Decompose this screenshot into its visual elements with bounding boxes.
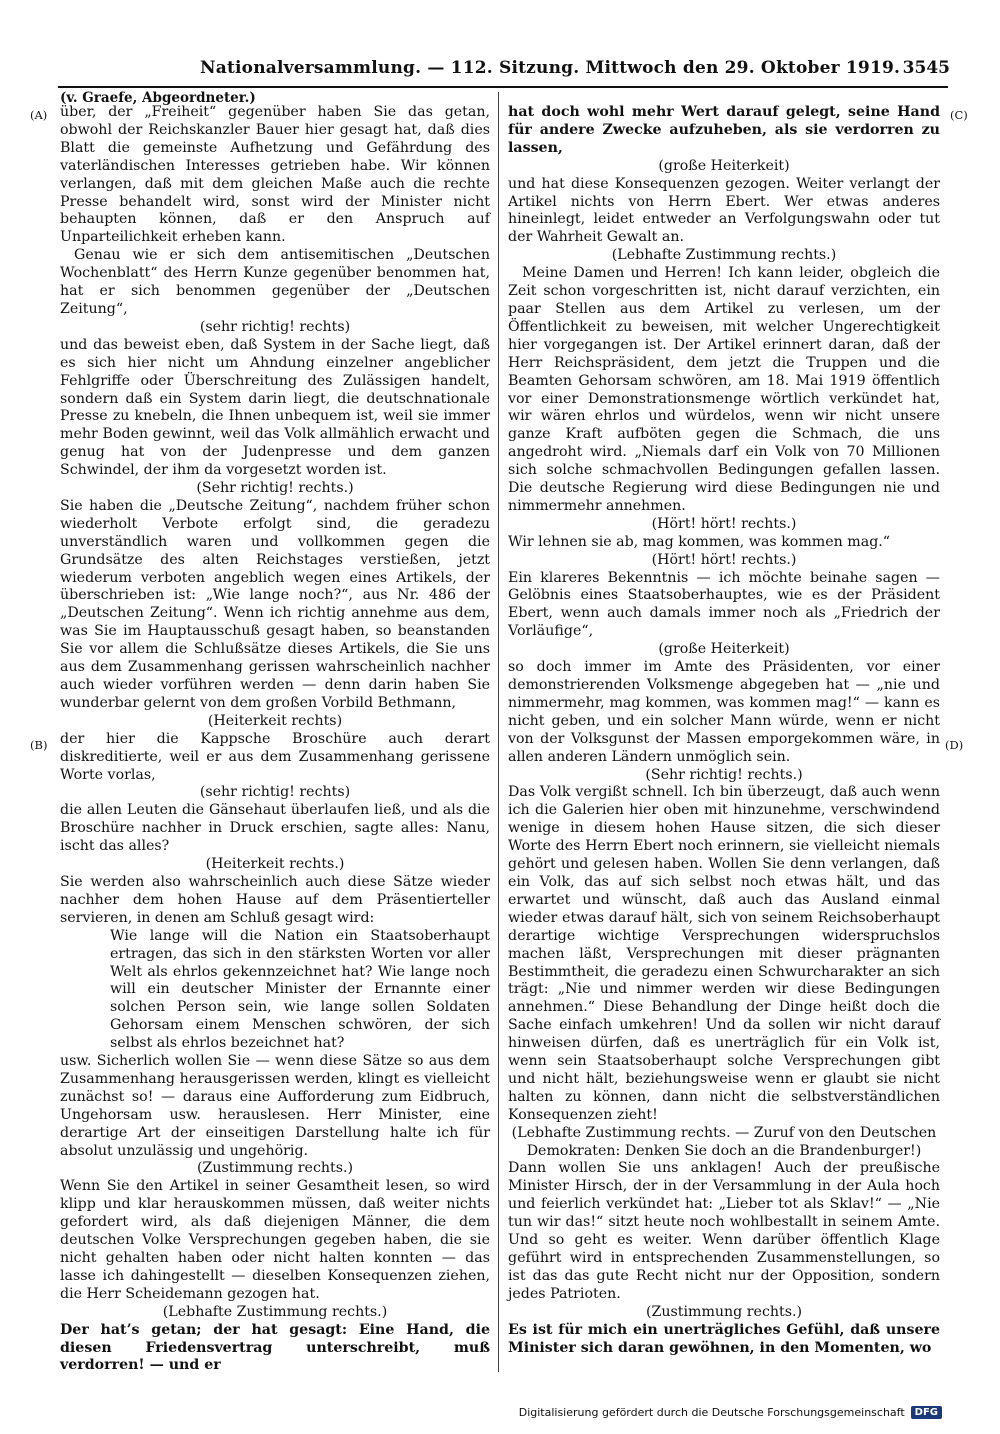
dfg-logo: DFG [911, 1406, 942, 1419]
interjection: (große Heiterkeit) [658, 157, 790, 174]
paragraph: die allen Leuten die Gänsehaut überlaufen ließ, und als die Broschüre nachher in Druck erschien, sagte alles: Nanu, ischt das alles? [60, 802, 490, 855]
right-column [508, 104, 940, 1357]
paragraph: Dann wollen Sie uns anklagen! Auch der preußische Minister Hirsch, der in der Versammlung in der Aula hoch und feierlich verkündet hat: „Lieber tot als Sklav!“ — „Nie tun wir das!“ sitzt heute noch wohlbestallt in seinem Amte. Und so geht es weiter. Wenn darüber öffentlich Klage geführt wird in entsprechenden Zusammenstellungen, so ist das das gute Recht nicht nur der Opposition, sondern jedes Patrioten. [508, 1160, 940, 1302]
paragraph: Das Volk vergißt schnell. Ich bin überzeugt, daß auch wenn ich die Galerien hier oben mit hinzunehme, verschwindend wenige in diesem hohen Hause sitzen, die sich dieser Worte des Herrn Ebert noch erinnern, sie vielleicht niemals gehört und gelesen haben. Wollen Sie denn verlangen, daß ein Volk, das auf sich selbst noch etwas hält, und das erwartet und wünscht, daß auch das Ausland einmal wieder etwas darauf hält, sich von seinem Reichsoberhaupt derartige wichtige Versprechungen widerspruchslos machen läßt, Versprechungen mit dieser prägnanten Bestimmtheit, die geradezu einen Schwurcharakter an sich trägt: „Nie und nimmer werden wir diese Bedingungen annehmen.“ Diese Behandlung der Dinge heißt doch die Sache einfach umkehren! Und da sollen wir nicht darauf hinweisen dürfen, daß es unerträglich für ein Volk ist, wenn sein Staatsoberhaupt solche Versprechungen gibt und nicht hält, beziehungsweise wenn er glaubt sie nicht halten zu können, dann nicht die selbstverständlichen Konsequenzen zieht! [508, 784, 940, 1123]
margin-marker-d: (D) [945, 738, 964, 752]
interjection: (Hört! hört! rechts.) [651, 551, 797, 568]
interjection: (große Heiterkeit) [658, 641, 790, 658]
paragraph: hat doch wohl mehr Wert darauf gelegt, seine Hand für andere Zwecke aufzuheben, als sie verdorren zu lassen, [508, 104, 940, 156]
interjection: (Zustimmung rechts.) [196, 1160, 354, 1177]
paragraph: Genau wie er sich dem antisemitischen „Deutschen Wochenblatt“ des Herrn Kunze gegenüber benommen hat, hat er sich benommen gegenüber der „Deutschen Zeitung“, [60, 247, 490, 317]
block-quote: Wie lange will die Nation ein Staatsoberhaupt ertragen, das sich in den stärksten Worten vor aller Welt als ehrlos gekennzeichnet hat? Wie lange noch will ein deutscher Minister der Ernannte einer solchen Person sein, wie lange sollen Soldaten Gehorsam einem Menschen schwören, der sich selbst als ehrlos bezeichnet hat? [110, 927, 490, 1052]
margin-marker-c: (C) [950, 108, 968, 122]
interjection: (Lebhafte Zustimmung rechts.) [162, 1303, 388, 1320]
paragraph: und das beweist eben, daß System in der Sache liegt, daß es sich hier nicht um Ahndung einzelner angeblicher Fehlgriffe oder Überschreitung des Zulässigen handelt, sondern daß ein System darin liegt, die deutschnationale Presse zu knebeln, die Ihnen unbequem ist, weil sie immer mehr Boden gewinnt, weil das Volk allmählich erwacht und genug hat von der Judenpresse und dem ganzen Schwindel, der ihm da vorgesetzt worden ist. [60, 336, 490, 479]
paragraph: Wir lehnen sie ab, mag kommen, was kommen mag.“ [508, 533, 891, 550]
interjection: (Lebhafte Zustimmung rechts. — Zuruf von den Deutschen Demokraten: Denken Sie doch an die Brandenburger!) [511, 1124, 937, 1159]
speaker-note: (v. Graefe, Abgeordneter.) [60, 90, 256, 106]
paragraph: so doch immer im Amte des Präsidenten, vor einer demonstrierenden Volksmenge abgegeben hat — „nie und nimmermehr, mag kommen, was kommen mag!“ — kann es nicht geben, und ein solcher Mann würde, wenn er nicht von der Volksgunst der Massen emporgekommen wäre, in allen anderen Ländern unmöglich sein. [508, 659, 940, 765]
paragraph: Sie haben die „Deutsche Zeitung“, nachdem früher schon wiederholt Verbote erfolgt sind, die geradezu unverständlich waren und vollkommen gegen die Grundsätze des alten Reichstages verstießen, jetzt wiederum verboten angeblich wegen eines Artikels, der überschrieben ist: „Wie lange noch?“, aus Nr. 486 der „Deutschen Zeitung“. Wenn ich richtig annehme aus dem, was Sie im Hauptausschuß gesagt haben, so beanstanden Sie vor allem die Schlußsätze dieses Artikels, die Sie uns aus dem Zusammenhang gerissen wahrscheinlich nachher auch wieder vorführen werden — denn darin haben Sie wunderbar gelernt von dem großen Vorbild Bethmann, [60, 497, 490, 711]
column-divider [498, 92, 499, 1372]
paragraph: Es ist für mich ein unerträgliches Gefühl, daß unsere Minister sich daran gewöhnen, in den Momenten, wo [508, 1321, 940, 1356]
interjection: (Sehr richtig! rechts.) [196, 480, 354, 497]
interjection: (Sehr richtig! rechts.) [645, 766, 803, 783]
interjection: (Lebhafte Zustimmung rechts.) [611, 247, 837, 264]
paragraph: usw. Sicherlich wollen Sie — wenn diese Sätze so aus dem Zusammenhang herausgerissen werden, klingt es vielleicht zunächst so! — daraus eine Aufforderung zum Eidbruch, Ungehorsam usw. herauslesen. Herr Minister, eine derartige Art der einseitigen Darstellung halte ich für absolut unzulässig und ungehörig. [60, 1053, 490, 1159]
interjection: (sehr richtig! rechts) [199, 784, 351, 801]
margin-marker-a: (A) [30, 108, 48, 122]
footer [519, 1406, 942, 1419]
interjection: (sehr richtig! rechts) [199, 318, 351, 335]
paragraph: Meine Damen und Herren! Ich kann leider, obgleich die Zeit schon vorgeschritten ist, nicht darauf verzichten, ein paar Stellen aus dem Artikel zu verlesen, um der Öffentlichkeit zu beweisen, mit welcher Ungerechtigkeit hier vorgegangen ist. Der Artikel erinnert daran, daß der Herr Reichspräsident, dem jetzt die Truppen und die Beamten Gehorsam schwören, am 18. Mai 1919 öffentlich vor einer Demonstrationsmenge wörtlich verkündet hat, wir wären ehrlos und würdelos, wenn wir nicht unsere ganze Kraft aufböten gegen die Schmach, die uns angedroht wird. „Niemals darf ein Volk von 70 Millionen sich solche schmachvollen Bedingungen gefallen lassen. Die deutsche Regierung wird diese Bedingungen nie und nimmermehr annehmen. [508, 265, 940, 514]
footer-credit: Digitalisierung gefördert durch die Deutsche Forschungsgemeinschaft [518, 1406, 905, 1419]
paragraph: Ein klareres Bekenntnis — ich möchte beinahe sagen — Gelöbnis eines Staatsoberhauptes, wie es der Präsident Ebert, wenn auch damals immer noch als „Friedrich der Vorläufige“, [508, 569, 940, 640]
interjection: (Zustimmung rechts.) [645, 1303, 803, 1320]
margin-marker-b: (B) [30, 738, 48, 752]
paragraph: Sie werden also wahrscheinlich auch diese Sätze wieder nachher dem hohen Hause auf dem Präsentierteller servieren, in denen am Schluß gesagt wird: [60, 873, 490, 926]
paragraph: und hat diese Konsequenzen gezogen. Weiter verlangt der Artikel nichts von Herrn Ebert. Wer etwas anderes hineinlegt, leidet entweder an Verfolgungswahn oder tut der Wahrheit Gewalt an. [508, 175, 940, 246]
paragraph: der hier die Kappsche Broschüre auch derart diskreditierte, weil er aus dem Zusammenhang gerissene Worte vorlas, [60, 730, 490, 783]
paragraph: Der hat’s getan; der hat gesagt: Eine Hand, die diesen Friedensvertrag unterschreibt, muß verdorren! — und er [60, 1321, 490, 1374]
paragraph: über, der „Freiheit“ gegenüber haben Sie das getan, obwohl der Reichskanzler Bauer hier gesagt hat, daß dies Blatt die gemeinste Aufhetzung und Gefährdung des vaterländischen Interesses getrieben habe. Wir können verlangen, daß mit dem gleichen Maße auch die rechte Presse behandelt wird, sonst wird der Minister nicht behaupten können, daß er den Anspruch auf Unparteilichkeit erheben kann. [60, 104, 490, 246]
interjection: (Heiterkeit rechts) [207, 712, 343, 729]
header-rule [58, 86, 948, 88]
left-column [60, 104, 490, 1375]
page-number: 3545 [902, 58, 950, 78]
paragraph: Wenn Sie den Artikel in seiner Gesamtheit lesen, so wird klipp und klar herauskommen müssen, daß weiter nichts gefordert wird, als daß diejenigen Männer, die dem deutschen Volke Versprechungen gegeben haben, die sie nicht gehalten haben oder nicht halten konnten — das lasse ich dahingestellt — dieselben Konsequenzen ziehen, die Herr Scheidemann gezogen hat. [60, 1178, 490, 1302]
running-header [200, 56, 950, 82]
interjection: (Hört! hört! rechts.) [651, 515, 797, 532]
running-title: Nationalversammlung. — 112. Sitzung. Mittwoch den 29. Oktober 1919. [200, 58, 901, 78]
interjection: (Heiterkeit rechts.) [205, 856, 345, 873]
